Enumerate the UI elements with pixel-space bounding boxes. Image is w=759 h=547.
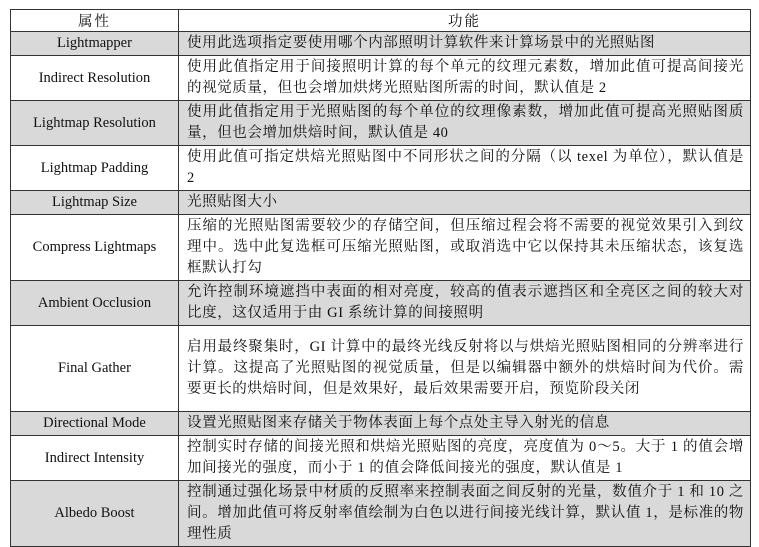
- table-row: [11, 436, 751, 481]
- property-cell: Lightmap Padding: [11, 146, 179, 191]
- header-property: 属性: [11, 10, 179, 32]
- property-cell: Ambient Occlusion: [11, 281, 179, 326]
- table-row: [11, 32, 751, 56]
- description-cell: 允许控制环境遮挡中表面的相对亮度，较高的值表示遮挡区和全亮区之间的较大对比度，这仅适用于由 GI 系统计算的间接照明: [179, 281, 751, 326]
- description-cell: 压缩的光照贴图需要较少的存储空间，但压缩过程会将不需要的视觉效果引入到纹理中。选中此复选框可压缩光照贴图，或取消选中它以保持其未压缩状态，该复选框默认打勾: [179, 215, 751, 281]
- description-cell: 控制通过强化场景中材质的反照率来控制表面之间反射的光量，数值介于 1 和 10 之间。增加此值可将反射率值绘制为白色以进行间接光线计算，默认值 1，是标准的物理性质: [179, 481, 751, 547]
- table-row: [11, 56, 751, 101]
- property-cell: Final Gather: [11, 326, 179, 412]
- property-cell: Lightmap Resolution: [11, 101, 179, 146]
- table-row: [11, 191, 751, 215]
- description-cell: 启用最终聚集时，GI 计算中的最终光线反射将以与烘焙光照贴图相同的分辨率进行计算。这提高了光照贴图的视觉质量，但是以编辑器中额外的烘焙时间为代价。需要更长的烘焙时间，但是效果好，最后效果需要开启，预览阶段关闭: [179, 326, 751, 412]
- description-cell: 使用此值可指定烘焙光照贴图中不同形状之间的分隔（以 texel 为单位），默认值是 2: [179, 146, 751, 191]
- property-cell: Compress Lightmaps: [11, 215, 179, 281]
- table-row: [11, 101, 751, 146]
- table-header-row: [11, 10, 751, 32]
- table-row: [11, 326, 751, 412]
- table-row: [11, 412, 751, 436]
- property-cell: Directional Mode: [11, 412, 179, 436]
- description-cell: 设置光照贴图来存储关于物体表面上每个点处主导入射光的信息: [179, 412, 751, 436]
- lighting-settings-table-container: [10, 9, 751, 547]
- table-row: [11, 281, 751, 326]
- property-cell: Lightmap Size: [11, 191, 179, 215]
- description-cell: 使用此值指定用于间接照明计算的每个单元的纹理元素数，增加此值可提高间接光的视觉质量，但也会增加烘烤光照贴图所需的时间，默认值是 2: [179, 56, 751, 101]
- header-function: 功能: [179, 10, 751, 32]
- table-row: [11, 215, 751, 281]
- property-cell: Albedo Boost: [11, 481, 179, 547]
- description-cell: 使用此值指定用于光照贴图的每个单位的纹理像素数，增加此值可提高光照贴图质量，但也会增加烘焙时间，默认值是 40: [179, 101, 751, 146]
- property-cell: Indirect Resolution: [11, 56, 179, 101]
- description-cell: 控制实时存储的间接光照和烘焙光照贴图的亮度，亮度值为 0～5。大于 1 的值会增加间接光的强度，而小于 1 的值会降低间接光的强度，默认值是 1: [179, 436, 751, 481]
- description-cell: 使用此选项指定要使用哪个内部照明计算软件来计算场景中的光照贴图: [179, 32, 751, 56]
- table-row: [11, 146, 751, 191]
- property-cell: Lightmapper: [11, 32, 179, 56]
- property-cell: Indirect Intensity: [11, 436, 179, 481]
- lighting-settings-table: [10, 9, 751, 547]
- description-cell: 光照贴图大小: [179, 191, 751, 215]
- table-row: [11, 481, 751, 547]
